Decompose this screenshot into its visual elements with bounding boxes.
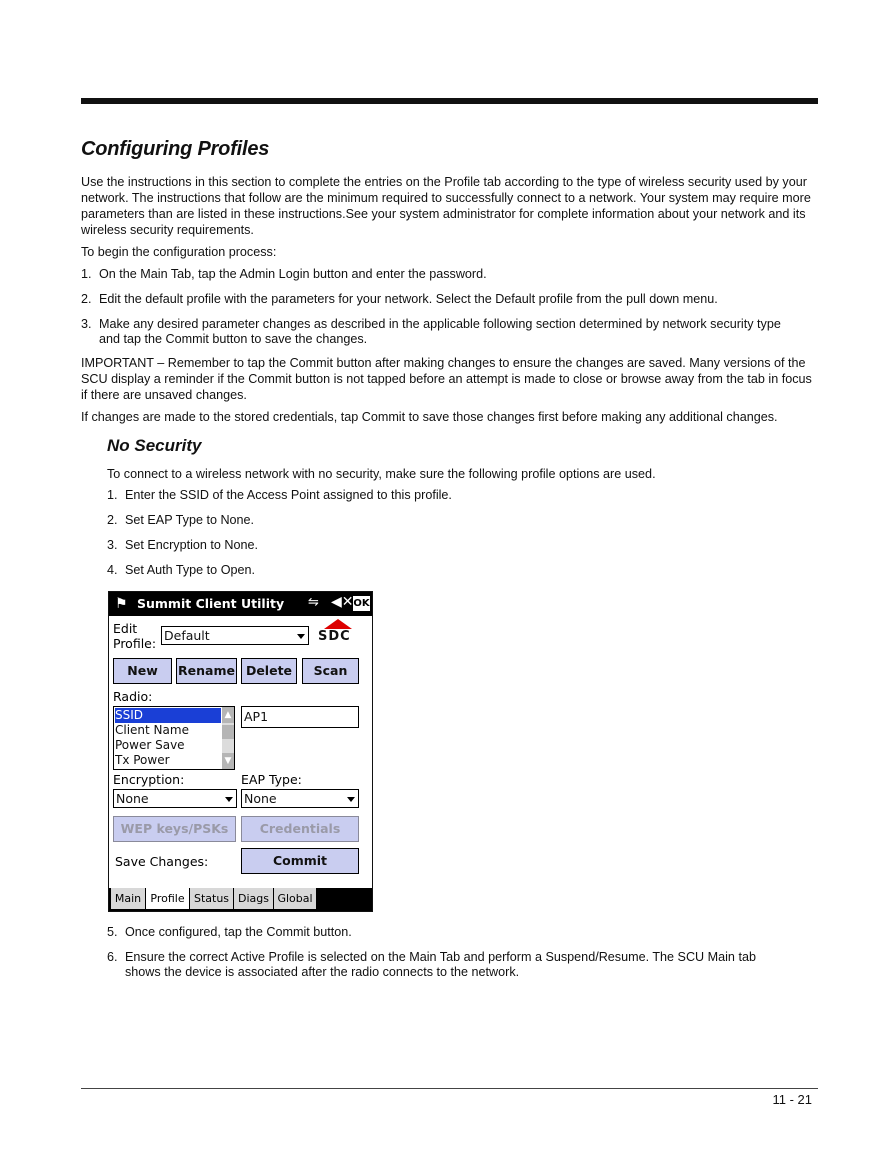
step-text: Once configured, tap the Commit button. — [125, 925, 352, 939]
encryption-label: Encryption: — [113, 772, 185, 787]
begin-paragraph: To begin the configuration process: — [81, 245, 277, 259]
scroll-down-icon[interactable]: ▼ — [222, 753, 234, 769]
radio-parameter-list[interactable] — [113, 706, 235, 770]
dropdown-arrow-icon — [297, 634, 305, 639]
ok-button[interactable]: OK — [353, 598, 370, 609]
step-text: Make any desired parameter changes as described in the applicable following section determined by network security type — [99, 317, 781, 331]
important-paragraph: IMPORTANT – Remember to tap the Commit button after making changes to ensure the changes are saved. Many versions of the SCU display a reminder if the Commit button is not tapped before an attempt is made to close or browse away from the tab in focus if there are unsaved changes. — [81, 356, 812, 402]
credentials-paragraph: If changes are made to the stored credentials, tap Commit to save those changes first before making any additional changes. — [81, 410, 778, 424]
volume-muted-icon: ◀✕ — [331, 594, 354, 610]
list-item-client-name[interactable]: Client Name — [115, 723, 189, 737]
tab-profile[interactable]: Profile — [146, 888, 190, 909]
scroll-thumb[interactable] — [222, 725, 234, 739]
step-3 — [81, 317, 821, 347]
eap-type-value: None — [244, 791, 277, 806]
save-changes-label: Save Changes: — [115, 854, 209, 869]
ns-step-2 — [107, 513, 817, 528]
intro-paragraph: Use the instructions in this section to complete the entries on the Profile tab according to the type of wireless security used by your network. The instructions that follow are the minimum required to successfully connect to a network. Your system may require more parameters than are listed in these instructions.See your system administrator for complete information about your network and its wireless security requirements. — [81, 175, 811, 237]
rename-button[interactable]: Rename — [176, 658, 237, 684]
sdc-logo-red-shape — [324, 619, 352, 629]
encryption-dropdown[interactable] — [113, 789, 237, 808]
profile-value: Default — [164, 628, 210, 643]
eap-type-dropdown[interactable] — [241, 789, 359, 808]
step-text: On the Main Tab, tap the Admin Login button and enter the password. — [99, 267, 487, 281]
ns-step-3 — [107, 538, 817, 553]
eap-type-label: EAP Type: — [241, 772, 302, 787]
no-security-intro: To connect to a wireless network with no security, make sure the following profile options are used. — [107, 467, 656, 481]
scan-button[interactable]: Scan — [302, 658, 359, 684]
tab-main[interactable]: Main — [111, 888, 146, 909]
new-button[interactable]: New — [113, 658, 172, 684]
step-number: 6. — [107, 950, 118, 964]
step-number: 4. — [107, 563, 118, 577]
tab-bar — [109, 888, 372, 911]
ns-step-5 — [107, 925, 817, 940]
scroll-up-icon[interactable]: ▲ — [222, 707, 234, 723]
dropdown-arrow-icon — [225, 797, 233, 802]
ns-step-1 — [107, 488, 817, 503]
scu-screenshot — [108, 591, 373, 912]
sdc-logo-text: SDC — [318, 629, 351, 644]
step-text: Set Auth Type to Open. — [125, 563, 255, 577]
step-number: 3. — [81, 317, 92, 331]
encryption-value: None — [116, 791, 149, 806]
step-text: Enter the SSID of the Access Point assigned to this profile. — [125, 488, 452, 502]
credentials-button[interactable]: Credentials — [241, 816, 359, 842]
list-item-ssid[interactable]: SSID — [115, 708, 221, 723]
ns-step-4 — [107, 563, 817, 578]
title-bar — [109, 592, 372, 616]
page-heading: Configuring Profiles — [81, 138, 270, 160]
wep-keys-button[interactable]: WEP keys/PSKs — [113, 816, 236, 842]
edit-label-line-2: Profile: — [113, 636, 157, 651]
edit-label-line-1: Edit — [113, 621, 138, 636]
bottom-rule — [81, 1088, 818, 1089]
step-number: 1. — [107, 488, 118, 502]
step-number: 5. — [107, 925, 118, 939]
ns-step-6 — [107, 950, 822, 980]
step-text: Set Encryption to None. — [125, 538, 259, 552]
step-number: 1. — [81, 267, 92, 281]
step-2 — [81, 292, 816, 307]
dropdown-arrow-icon — [347, 797, 355, 802]
step-text-continued: and tap the Commit button to save the changes. — [99, 332, 368, 346]
step-text: Edit the default profile with the parameters for your network. Select the Default profile from the pull down menu. — [99, 292, 718, 306]
radio-label: Radio: — [113, 689, 153, 704]
edit-profile-label — [113, 621, 156, 651]
step-text: Set EAP Type to None. — [125, 513, 255, 527]
windows-flag-icon: ⚑ — [115, 596, 128, 612]
step-number: 2. — [107, 513, 118, 527]
list-item-power-save[interactable]: Power Save — [115, 738, 185, 752]
sdc-logo — [318, 619, 358, 645]
tab-global[interactable]: Global — [274, 888, 317, 909]
commit-button[interactable]: Commit — [241, 848, 359, 874]
top-rule — [81, 98, 818, 104]
ssid-input[interactable]: AP1 — [241, 706, 359, 728]
step-number: 2. — [81, 292, 92, 306]
step-number: 3. — [107, 538, 118, 552]
step-text: Ensure the correct Active Profile is selected on the Main Tab and perform a Suspend/Resume. The SCU Main tab — [125, 950, 756, 964]
list-scrollbar[interactable] — [222, 707, 234, 769]
profile-dropdown[interactable] — [161, 626, 309, 645]
connectivity-icon: ⇋ — [308, 595, 319, 610]
delete-button[interactable]: Delete — [241, 658, 297, 684]
tab-status[interactable]: Status — [190, 888, 234, 909]
step-1 — [81, 267, 816, 282]
page-number: 11 - 21 — [772, 1092, 812, 1107]
list-item-tx-power[interactable]: Tx Power — [115, 753, 170, 767]
step-text-continued: shows the device is associated after the radio connects to the network. — [125, 965, 520, 979]
app-title: Summit Client Utility — [137, 596, 285, 611]
tab-diags[interactable]: Diags — [234, 888, 274, 909]
section-heading-no-security: No Security — [107, 436, 202, 455]
